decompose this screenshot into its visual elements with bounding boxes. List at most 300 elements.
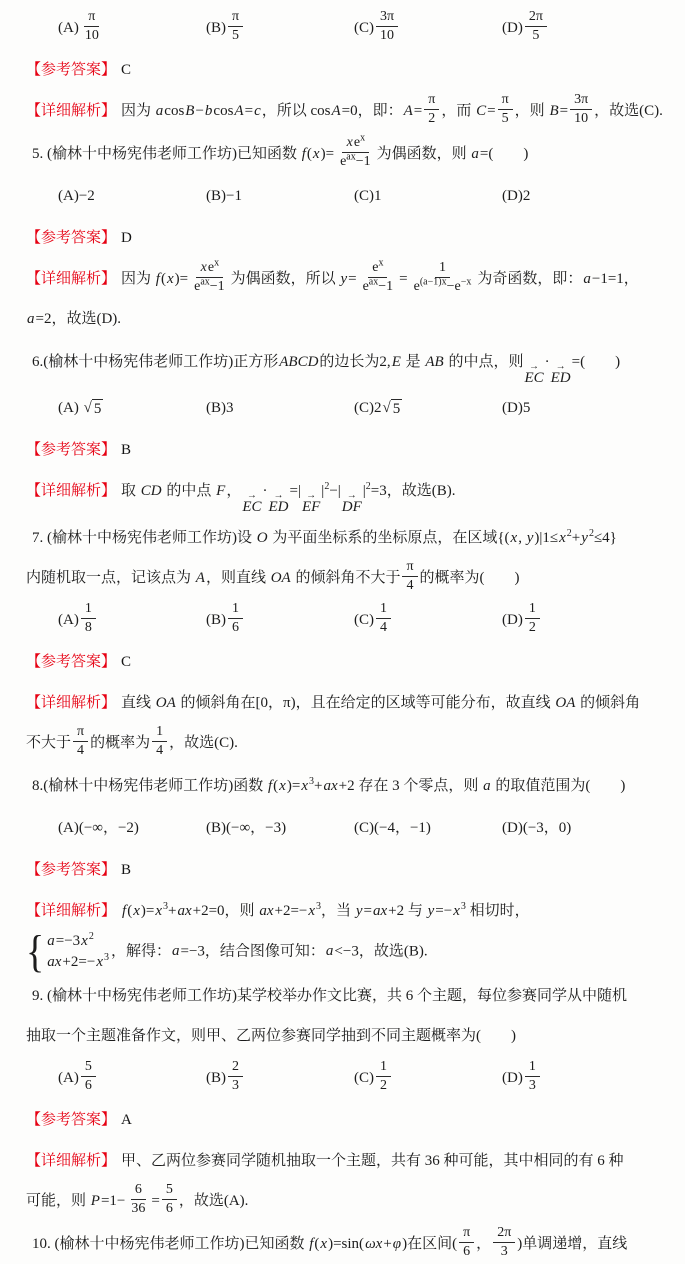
- text-run: 的中点: [162, 483, 216, 499]
- text-run: 2: [232, 1058, 239, 1074]
- math-run: ax: [47, 954, 62, 970]
- text-run: 是: [401, 354, 425, 370]
- fraction-numerator: [73, 724, 88, 742]
- option-d: [502, 598, 542, 642]
- text-run: (B): [206, 20, 226, 36]
- text-run: 为平面坐标系的坐标原点，在区域{(: [268, 530, 510, 546]
- radical-icon: √: [83, 400, 92, 417]
- answer-label: 【参考答案】: [26, 654, 117, 670]
- text-run: 3: [232, 1078, 239, 1094]
- text-run: e: [362, 279, 369, 295]
- text-run: 的概率为: [90, 735, 151, 751]
- text-run: +: [571, 530, 581, 546]
- options-row: [26, 598, 673, 642]
- fraction-numerator: [342, 132, 369, 153]
- text-run: =: [559, 103, 569, 119]
- fraction-numerator: [570, 92, 592, 110]
- explanation-line: [26, 259, 673, 299]
- math-run: x: [279, 778, 286, 794]
- fraction-numerator: [84, 9, 99, 27]
- question-block: [26, 976, 673, 1056]
- text-run: (D)5: [502, 400, 531, 416]
- options-row: [26, 174, 673, 218]
- question-line: [26, 766, 673, 806]
- text-run: 直线: [121, 695, 155, 711]
- option-d: [502, 386, 530, 430]
- fraction-denominator: [228, 27, 243, 44]
- answer-line: [26, 430, 673, 470]
- fraction: [73, 724, 88, 759]
- text-run: <−3，故选(B).: [334, 943, 428, 960]
- text-run: ，所以 cos: [261, 103, 331, 119]
- vector-term: [269, 492, 289, 515]
- fraction-numerator: [424, 92, 439, 110]
- vector-base: EF: [301, 499, 321, 515]
- text-run: π: [232, 8, 240, 24]
- fraction-denominator: [528, 27, 543, 44]
- vector-arrow-icon: →: [246, 490, 257, 501]
- text-run: 1: [528, 1058, 536, 1074]
- math-run: C: [476, 103, 487, 119]
- text-run: 取: [121, 483, 140, 499]
- math-run: a: [172, 943, 180, 960]
- fraction-numerator: [376, 9, 398, 27]
- fraction: [162, 1182, 177, 1217]
- text-run: (B): [206, 1070, 226, 1086]
- explanation-label: 【详细解析】: [26, 903, 117, 919]
- superscript: ax: [368, 276, 379, 288]
- text-run: 的中点，则: [444, 354, 524, 370]
- text-run: ·: [544, 354, 550, 370]
- text-run: ，: [476, 1236, 492, 1252]
- fraction-denominator: [81, 27, 103, 44]
- text-run: (D)2: [502, 188, 531, 204]
- text-run: 1: [380, 1058, 387, 1074]
- question-block: [26, 342, 673, 386]
- text-run: 的概率为( ): [419, 570, 520, 586]
- text-run: 2: [528, 620, 536, 636]
- radicand: 5: [93, 401, 102, 418]
- question-line: [26, 134, 673, 174]
- fraction: [228, 9, 243, 44]
- text-run: +2=−: [274, 903, 308, 919]
- fraction: [228, 601, 243, 636]
- text-run: 2π: [497, 1224, 512, 1240]
- math-run: A: [195, 570, 205, 586]
- text-run: 6: [165, 1201, 173, 1217]
- text-run: (: [160, 271, 166, 287]
- text-run: (C): [354, 20, 374, 36]
- text-run: (: [314, 1236, 320, 1252]
- explanation-line: [26, 471, 673, 515]
- answer-line: [26, 218, 673, 258]
- math-run: φ: [392, 1236, 402, 1252]
- text-run: (C): [354, 612, 374, 628]
- question-block: [26, 134, 673, 174]
- text-run: =: [348, 271, 357, 287]
- math-run: x: [81, 933, 88, 949]
- text-run: e: [413, 279, 420, 295]
- text-run: ，当: [321, 903, 355, 919]
- fraction-numerator: [435, 260, 450, 278]
- text-run: 5: [232, 28, 240, 44]
- question-line: [26, 976, 673, 1016]
- text-run: −1=1，: [591, 271, 639, 287]
- answer-line: [26, 1100, 673, 1140]
- text-run: +: [313, 778, 323, 794]
- option-c: [354, 174, 502, 218]
- math-run: y: [340, 271, 348, 287]
- text-run: ≤4}: [593, 530, 617, 546]
- text-run: 7. (榆林十中杨宪伟老师工作坊)设: [32, 530, 256, 546]
- text-run: −e: [446, 279, 461, 295]
- text-run: e: [194, 279, 201, 295]
- text-run: π: [463, 1224, 471, 1240]
- text-run: 3π: [380, 8, 395, 24]
- text-run: π: [88, 8, 96, 24]
- text-run: =( ): [479, 146, 529, 162]
- fraction-numerator: [459, 1225, 474, 1243]
- superscript: 2: [365, 481, 371, 492]
- math-run: x: [308, 903, 316, 919]
- superscript: 3: [316, 901, 322, 912]
- text-run: (B)(−∞，−3): [206, 820, 287, 836]
- fraction-numerator: [228, 9, 243, 27]
- fraction-numerator: [228, 1059, 243, 1077]
- text-run: −1: [355, 154, 371, 170]
- vector-base: ED: [550, 370, 571, 386]
- text-run: 5: [532, 28, 540, 44]
- text-run: (C): [354, 1070, 374, 1086]
- answer-value: C: [121, 654, 132, 670]
- text-run: 4: [156, 743, 164, 759]
- text-run: (D)(−3，0): [502, 820, 572, 836]
- equation-system: [26, 926, 109, 978]
- fraction-numerator: [228, 601, 243, 619]
- text-run: 6: [84, 1078, 92, 1094]
- text-run: (A)−2: [58, 188, 95, 204]
- option-a: [58, 598, 206, 642]
- fraction-denominator: [376, 619, 391, 636]
- explanation-block: [26, 683, 673, 763]
- math-run: A: [234, 103, 244, 119]
- math-run: ax: [259, 903, 274, 919]
- option-a: [58, 6, 206, 50]
- explanation-line: [26, 1181, 673, 1221]
- fraction-denominator: [127, 1200, 149, 1217]
- text-run: 1: [380, 600, 387, 616]
- fraction: [570, 92, 592, 127]
- math-run: a: [483, 778, 491, 794]
- vector-term: [524, 363, 543, 386]
- option-c: [354, 806, 502, 850]
- fraction-denominator: [190, 278, 229, 295]
- text-run: (: [127, 903, 133, 919]
- text-run: 甲、乙两位参赛同学随机抽取一个主题，共有 36 种可能，其中相同的有 6 种: [121, 1153, 624, 1169]
- superscript: ax: [200, 276, 210, 288]
- explanation-label: 【详细解析】: [26, 483, 117, 499]
- math-run: OA: [555, 695, 576, 711]
- superscript: 3: [163, 901, 168, 912]
- fraction-denominator: [162, 1200, 177, 1217]
- fraction-denominator: [376, 27, 398, 44]
- explanation-label: 【详细解析】: [26, 695, 117, 711]
- text-run: 为偶函数，所以: [230, 271, 340, 287]
- fraction: [402, 559, 417, 594]
- explanation-line: [26, 91, 673, 131]
- explanation-block: [26, 259, 673, 339]
- text-run: π: [428, 91, 436, 107]
- math-run: O: [256, 530, 268, 546]
- fraction: [498, 92, 513, 127]
- text-run: +: [383, 1236, 392, 1252]
- text-run: π: [77, 723, 85, 739]
- math-run: a: [325, 943, 334, 960]
- superscript: 3: [103, 952, 109, 963]
- fraction-denominator: [73, 742, 88, 759]
- option-d: [502, 1056, 542, 1100]
- math-run: x: [320, 1236, 328, 1252]
- text-run: (A)(−∞，−2): [58, 820, 139, 836]
- fraction-denominator: [359, 278, 398, 295]
- math-run: x: [510, 530, 518, 546]
- text-run: (: [306, 146, 312, 162]
- explanation-block: [26, 471, 673, 515]
- answer-value: D: [121, 230, 132, 246]
- superscript: 2: [88, 931, 94, 942]
- fraction: [376, 9, 398, 44]
- text-run: =0，即：: [341, 103, 403, 119]
- answer-line: [26, 642, 673, 682]
- text-run: =: [487, 103, 496, 119]
- answer-value: B: [121, 442, 132, 458]
- text-run: 为偶函数，则: [376, 146, 471, 162]
- option-b: [206, 386, 354, 430]
- question-line: [26, 1016, 673, 1056]
- question-line: [26, 558, 673, 598]
- option-b: [206, 598, 354, 642]
- fraction-numerator: [162, 1182, 177, 1200]
- text-run: 2: [380, 1078, 387, 1094]
- text-run: =−3: [55, 933, 81, 949]
- fraction: [424, 92, 439, 127]
- question-line: [26, 518, 673, 558]
- text-run: −1: [209, 279, 225, 295]
- math-run: x: [312, 146, 320, 162]
- text-run: =( ): [571, 354, 621, 370]
- explanation-line: [26, 683, 673, 723]
- fraction: [152, 724, 167, 759]
- math-run: f: [309, 1236, 314, 1252]
- fraction-denominator: [570, 110, 592, 127]
- option-d: [502, 6, 549, 50]
- vector-base: ED: [268, 499, 289, 515]
- math-run: y: [427, 903, 435, 919]
- text-run: ，解得：: [110, 943, 171, 960]
- superscript: 2: [588, 528, 594, 539]
- fraction: [376, 1059, 391, 1094]
- text-run: 抽取一个主题准备作文，则甲、乙两位参赛同学抽到不同主题概率为( ): [26, 1028, 516, 1044]
- fraction: [81, 9, 103, 44]
- explanation-line: [26, 299, 673, 339]
- text-run: 2: [428, 111, 436, 127]
- superscript: 3: [308, 776, 314, 787]
- superscript: (a−1)x: [419, 276, 447, 288]
- fraction-numerator: [376, 1059, 391, 1077]
- text-run: )|1≤: [534, 530, 559, 546]
- answer-value: A: [121, 1112, 132, 1128]
- fraction-numerator: [525, 9, 547, 27]
- text-run: 3π: [574, 91, 589, 107]
- radicand: 5: [392, 401, 401, 418]
- fraction: [525, 1059, 540, 1094]
- math-run: x: [200, 259, 207, 275]
- option-c: [354, 598, 502, 642]
- math-run: ax: [372, 903, 388, 919]
- fraction-numerator: [196, 257, 223, 278]
- text-run: 的倾斜角在[0，π)，且在给定的区域等可能分布，故直线: [176, 695, 555, 711]
- fraction: [525, 601, 540, 636]
- superscript: ax: [346, 151, 356, 163]
- answer-label: 【参考答案】: [26, 442, 117, 458]
- math-run: x: [96, 954, 103, 970]
- math-run: y: [355, 903, 363, 919]
- fraction: [525, 9, 547, 44]
- fraction-denominator: [81, 619, 96, 636]
- math-run: OA: [270, 570, 291, 586]
- text-run: +2=0，则: [192, 903, 259, 919]
- fraction: [459, 1225, 474, 1260]
- text-run: )=: [140, 903, 155, 919]
- math-run: x: [155, 903, 162, 919]
- answer-line: [26, 850, 673, 890]
- text-run: 内随机取一点，记该点为: [26, 570, 195, 586]
- text-run: +2 存在 3 个零点，则: [338, 778, 483, 794]
- fraction: [81, 1059, 96, 1094]
- fraction-denominator: [228, 1077, 243, 1094]
- text-run: −: [195, 103, 204, 119]
- text-run: 相切时，: [465, 903, 530, 919]
- radical-icon: √: [382, 400, 391, 417]
- text-run: 3: [528, 1078, 536, 1094]
- math-run: f: [301, 146, 306, 162]
- text-run: π: [406, 558, 414, 574]
- math-run: a: [583, 271, 591, 287]
- text-run: 可能，则: [26, 1193, 90, 1209]
- vector-term: [551, 363, 571, 386]
- text-run: )在区间(: [402, 1236, 458, 1252]
- text-run: cos: [213, 103, 234, 119]
- vector-term: [302, 492, 320, 515]
- explanation-label: 【详细解析】: [26, 103, 117, 119]
- text-run: +2=−: [62, 954, 96, 970]
- text-run: 1: [232, 600, 239, 616]
- superscript: x: [378, 257, 384, 269]
- math-run: A: [403, 103, 413, 119]
- text-run: 5: [84, 1058, 92, 1074]
- math-run: E: [391, 354, 401, 370]
- fraction-denominator: [152, 742, 167, 759]
- answer-line: [26, 50, 673, 90]
- answer-label: 【参考答案】: [26, 230, 117, 246]
- fraction-numerator: [376, 601, 391, 619]
- options-row: [26, 386, 673, 430]
- text-run: (A): [58, 400, 83, 416]
- vector-arrow-icon: →: [346, 490, 357, 501]
- text-run: 2π: [528, 8, 543, 24]
- text-run: 8.(榆林十中杨宪伟老师工作坊)函数: [32, 778, 267, 794]
- text-run: |: [321, 483, 325, 499]
- math-run: x: [301, 778, 308, 794]
- answer-label: 【参考答案】: [26, 862, 117, 878]
- option-c: [354, 6, 502, 50]
- fraction-denominator: [497, 1243, 512, 1260]
- question-line: [26, 342, 673, 386]
- system-rows: [46, 931, 109, 973]
- math-run: x: [133, 903, 140, 919]
- math-run: ax: [323, 778, 338, 794]
- options-row: [26, 6, 673, 50]
- superscript: 3: [460, 901, 466, 912]
- text-run: 因为: [121, 103, 155, 119]
- question-block: [26, 1224, 673, 1264]
- text-run: =|: [289, 483, 301, 499]
- option-a: [58, 386, 206, 430]
- text-run: 4: [406, 578, 414, 594]
- text-run: (C)(−4，−1): [354, 820, 431, 836]
- fraction: [190, 257, 229, 295]
- explanation-block: [26, 91, 673, 131]
- text-run: (D): [502, 612, 523, 628]
- math-run: a: [47, 933, 55, 949]
- math-run: ωx: [365, 1236, 383, 1252]
- question-block: [26, 766, 673, 806]
- math-run: CD: [140, 483, 162, 499]
- fraction-denominator: [498, 110, 513, 127]
- option-c: [354, 386, 502, 430]
- text-run: =2，故选(D).: [35, 311, 122, 327]
- math-run: ABCD: [279, 354, 319, 370]
- fraction: [81, 601, 96, 636]
- text-run: ，故选(A).: [178, 1193, 249, 1209]
- options-row: [26, 1056, 673, 1100]
- vector-base: EC: [524, 370, 544, 386]
- text-run: e: [353, 134, 361, 150]
- text-run: (A): [58, 1070, 79, 1086]
- explanation-block: [26, 1141, 673, 1221]
- text-run: =3，故选(B).: [370, 483, 456, 499]
- text-run: )单调递增，直线: [517, 1236, 628, 1252]
- fraction-numerator: [81, 601, 96, 619]
- vector-arrow-icon: →: [529, 361, 540, 372]
- text-run: 1: [438, 259, 446, 275]
- text-run: 5. (榆林十中杨宪伟老师工作坊)已知函数: [32, 146, 301, 162]
- fraction-numerator: [131, 1182, 146, 1200]
- math-run: a: [471, 146, 479, 162]
- superscript: 2: [324, 481, 330, 492]
- question-block: [26, 518, 673, 598]
- text-run: 6: [463, 1244, 471, 1260]
- sqrt-term: [383, 399, 403, 418]
- fraction: [359, 257, 398, 295]
- vector-base: DF: [341, 499, 362, 515]
- text-run: cos: [164, 103, 185, 119]
- text-run: (B)−1: [206, 188, 242, 204]
- text-run: ，则: [514, 103, 549, 119]
- answer-value: B: [121, 862, 132, 878]
- math-run: c: [254, 103, 261, 119]
- fraction: [228, 1059, 243, 1094]
